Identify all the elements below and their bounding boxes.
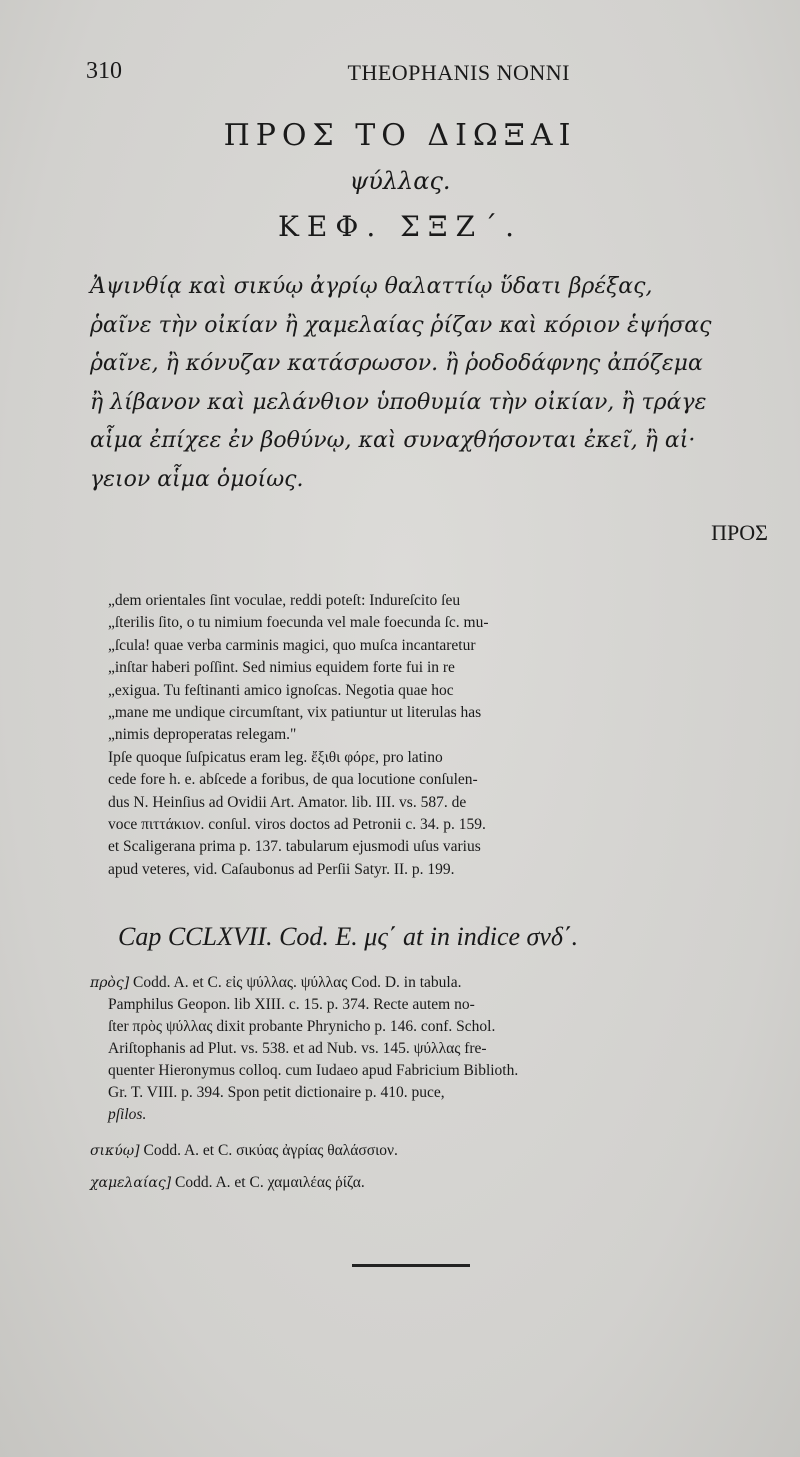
annotation-first-line [90,1140,770,1162]
annotation-line: Codd. A. et C. χαμαιλέας ῥίζα. [175,1174,365,1191]
title-line-1: ΠΡΟΣ ΤΟ ΔΙΩΞΑΙ [223,118,577,153]
note-line: „ſcula! quae verba carminis magici, quo muſca incantaretur [108,636,476,654]
note-line: „exigua. Tu feſtinanti amico ignoſcas. Negotia quae hoc [108,681,454,699]
note-line: voce πιττάκιον. conſul. viros doctos ad Petronii c. 34. p. 159. [108,816,486,834]
note-line: „nimis deproperatas relegam." [108,726,297,744]
annotation-lemma: πρὸς] [90,975,130,991]
latin-notes-block [108,590,770,881]
section-rule [352,1264,470,1267]
note-line: dus N. Heinſius ad Ovidii Art. Amator. lib. III. vs. 587. de [108,793,467,811]
running-title: THEOPHANIS NONNI [347,60,570,85]
greek-line: ῥαῖνε τὴν οἰκίαν ἢ χαμελαίας ῥίζαν καὶ κόριον ἑψήσας [90,312,712,338]
annotation-line: Gr. T. VIII. p. 394. Spon petit dictionaire p. 410. puce, [108,1084,445,1101]
annotation-lemma: χαμελαίας] [90,1175,172,1191]
annotation-lemma: σικύῳ] [90,1143,140,1159]
greek-line: ῥαῖνε, ἢ κόνυζαν κατάσρωσον. ἢ ῥοδοδάφνης ἀπόζεμα [90,351,703,376]
note-line: „dem orientales ſint voculae, reddi poteſt: Indureſcito ſeu [108,592,461,609]
annotation-block [90,1172,770,1194]
note-line: „mane me undique circumſtant, vix patiuntur ut literulas has [108,704,482,722]
greek-line: γειον αἷμα ὁμοίως. [90,466,304,492]
greek-line: αἷμα ἐπίχεε ἐν βοθύνῳ, καὶ συναχθήσονται ἐκεῖ, ἢ αἰ· [90,428,696,453]
annotation-line: ſter πρὸς ψύλλας dixit probante Phrynicho p. 146. conf. Schol. [108,1018,496,1035]
note-line: „ſterilis ſito, o tu nimium foecunda vel male foecunda ſc. mu- [108,614,489,632]
annotation-first-line [90,972,770,994]
note-line: et Scaligerana prima p. 137. tabularum ejusmodi uſus varius [108,838,481,856]
note-line: cede fore h. e. abſcede a foribus, de qua locutione conſulen- [108,771,478,789]
title-line-2: ψύλλας. [349,167,451,195]
note-line: „inſtar haberi poſſint. Sed nimius equidem forte fui in re [108,659,455,677]
annotation-first-line [90,1172,770,1194]
greek-text-block [90,268,770,499]
page-number: 310 [86,58,122,84]
annotation-line: Codd. A. et C. σικύας ἀγρίας θαλάσσιον. [143,1142,398,1159]
catchword: ΠΡΟΣ [711,520,768,545]
annotation-block [90,1140,770,1162]
chapter-number: ΚΕΦ. ΣΞΖ΄. [278,210,522,243]
annotation-block [90,972,770,1126]
note-line: apud veteres, vid. Caſaubonus ad Perſii Satyr. II. p. 199. [108,860,455,878]
annotation-line: Pamphilus Geopon. lib XIII. c. 15. p. 374. Recte autem no- [108,996,475,1013]
greek-line: ἢ λίβανον καὶ μελάνθιον ὑποθυμία τὴν οἰκίαν, ἢ τράγε [90,389,707,415]
annotation-line: pſilos. [108,1106,147,1123]
annotation-line: Ariſtophanis ad Plut. vs. 538. et ad Nub. vs. 145. ψύλλας fre- [108,1040,487,1057]
chapter-title [0,118,800,153]
cap-heading: Cap CCLXVII. Cod. E. μς΄ at in indice σνδ΄. [118,922,579,951]
page-header [86,58,570,88]
greek-line: Ἀψινθίᾳ καὶ σικύῳ ἀγρίῳ θαλαττίῳ ὕδατι βρέξας, [90,274,653,299]
annotation-line: Codd. A. et C. εἰς ψύλλας. ψύλλας Cod. D. in tabula. [133,974,462,991]
note-line: Ipſe quoque ſuſpicatus eram leg. ἔξιθι φόρε, pro latino [108,748,443,766]
annotation-line: quenter Hieronymus colloq. cum Iudaeo apud Fabricium Biblioth. [108,1062,519,1079]
